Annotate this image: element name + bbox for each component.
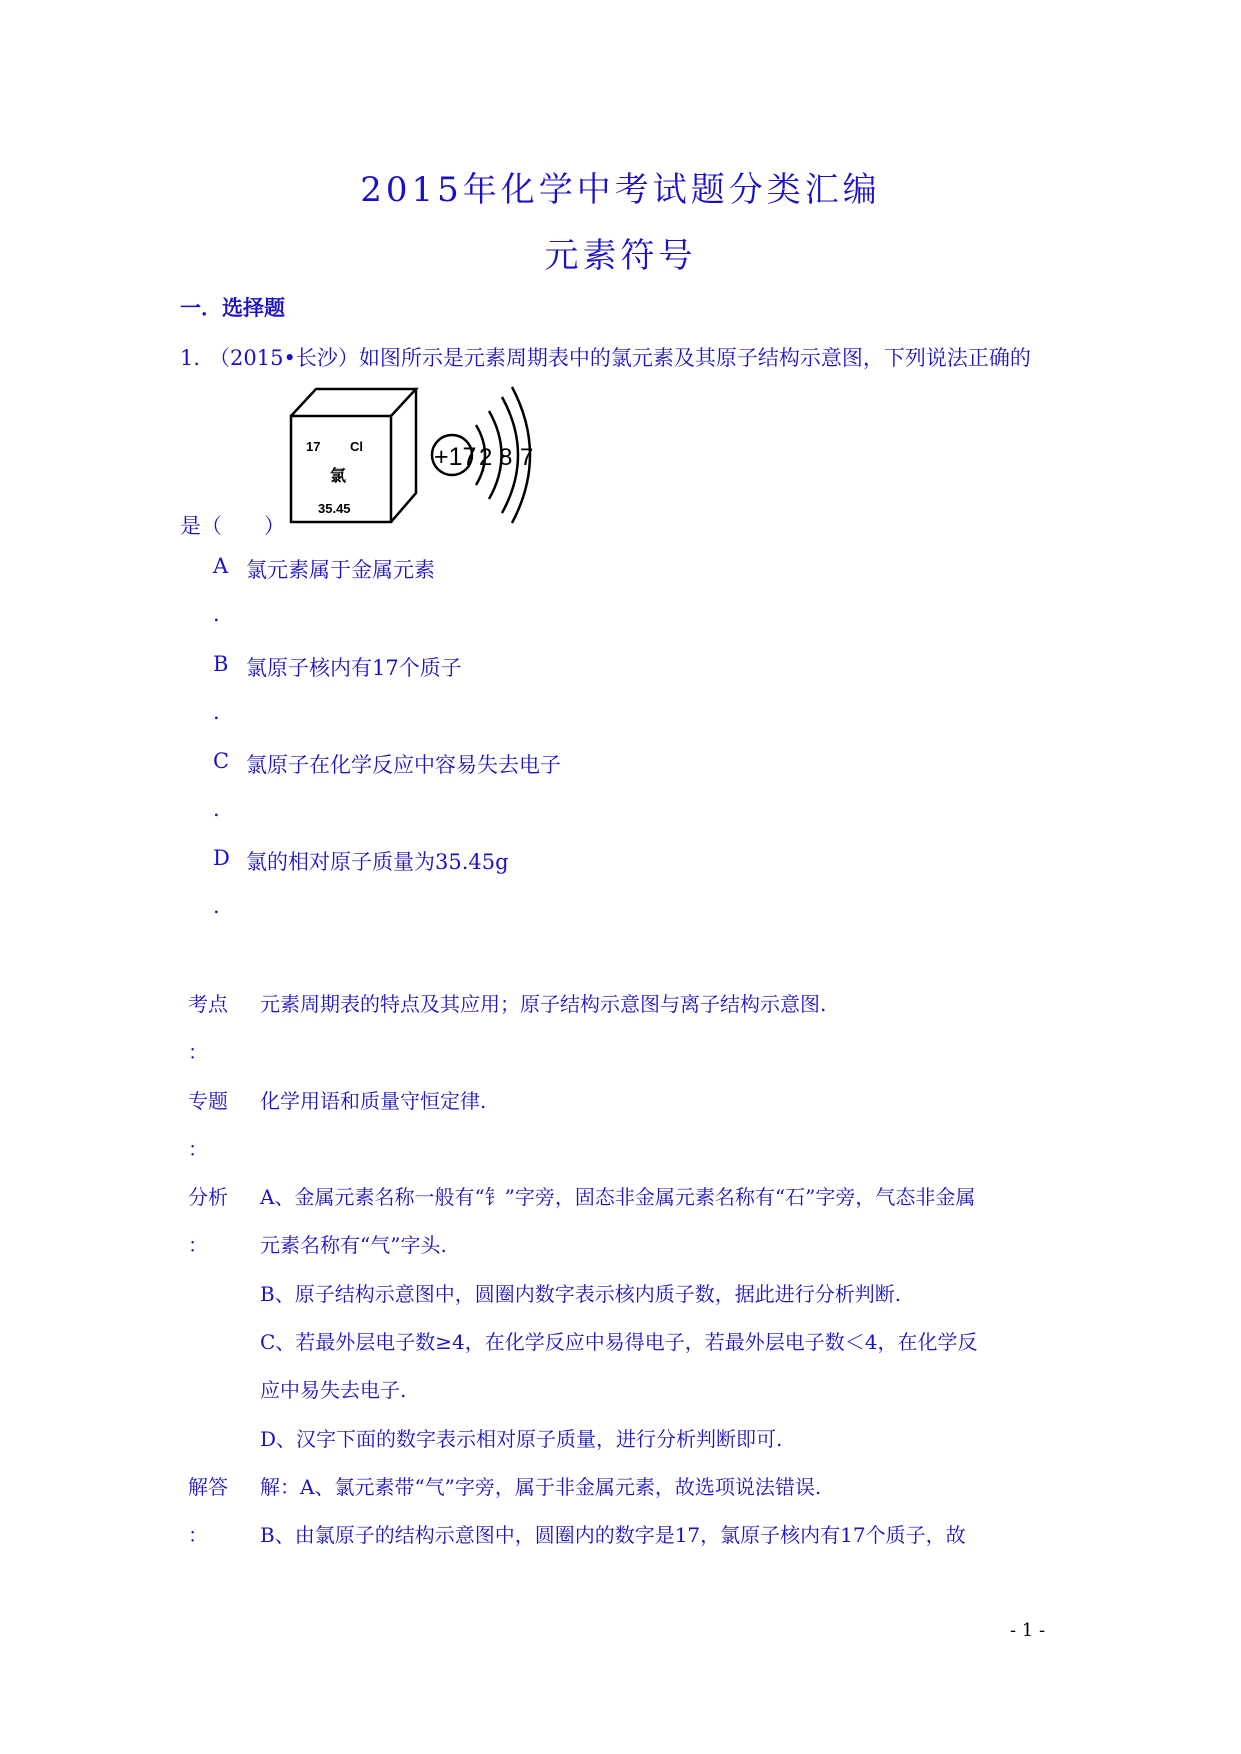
shell-3-electrons: 7	[520, 444, 534, 471]
element-symbol: Cl	[350, 439, 363, 454]
jieda-label: 解答	[188, 1475, 228, 1499]
nucleus-charge: +17	[434, 443, 477, 471]
option-a-dot: .	[213, 602, 220, 626]
fenxi-line-6: D、汉字下面的数字表示相对原子质量，进行分析判断即可.	[260, 1427, 783, 1451]
option-c-text: 氯原子在化学反应中容易失去电子	[246, 753, 561, 777]
chlorine-figure	[286, 381, 556, 529]
zhuanti-text: 化学用语和质量守恒定律.	[260, 1089, 487, 1113]
element-cell-cube	[291, 389, 416, 522]
kaodian-colon: ：	[188, 1040, 208, 1064]
jieda-line-2: B、由氯原子的结构示意图中，圆圈内的数字是17，氯原子核内有17个质子，故	[260, 1523, 966, 1547]
page-number: - 1 -	[1010, 1620, 1046, 1641]
fenxi-line-5: 应中易失去电子.	[260, 1378, 407, 1402]
option-b-letter: B	[213, 652, 229, 676]
option-b-text: 氯原子核内有17个质子	[246, 656, 462, 680]
page-subtitle: 元素符号	[544, 236, 697, 276]
fenxi-colon: ：	[188, 1233, 208, 1257]
jieda-colon: ：	[188, 1523, 208, 1547]
shell-2-electrons: 8	[499, 444, 513, 471]
zhuanti-label: 专题	[188, 1089, 228, 1113]
option-c-letter: C	[213, 749, 230, 773]
question-stem-line1: （2015•长沙）如图所示是元素周期表中的氯元素及其原子结构示意图，下列说法正确的	[209, 346, 1031, 370]
fenxi-line-2: 元素名称有“气”字头.	[260, 1233, 447, 1257]
option-c-dot: .	[213, 797, 220, 821]
jieda-line-1: 解：A、氯元素带“气”字旁，属于非金属元素，故选项说法错误.	[260, 1475, 822, 1499]
zhuanti-colon: ：	[188, 1137, 208, 1161]
kaodian-text: 元素周期表的特点及其应用；原子结构示意图与离子结构示意图.	[260, 992, 827, 1016]
fenxi-line-3: B、原子结构示意图中，圆圈内数字表示核内质子数，据此进行分析判断.	[260, 1282, 902, 1306]
section-heading: 一．选择题	[180, 296, 285, 320]
option-b-dot: .	[213, 700, 220, 724]
option-d-dot: .	[213, 894, 220, 918]
page-title: 2015年化学中考试题分类汇编	[360, 170, 881, 210]
chlorine-diagram	[286, 381, 556, 529]
element-name: 氯	[330, 466, 347, 485]
option-a-letter: A	[213, 554, 229, 578]
atomic-mass: 35.45	[318, 501, 351, 516]
fenxi-line-4: C、若最外层电子数≥4，在化学反应中易得电子，若最外层电子数＜4，在化学反	[260, 1330, 978, 1354]
fenxi-label: 分析	[188, 1185, 228, 1209]
shell-1-electrons: 2	[479, 444, 493, 471]
atomic-number: 17	[306, 439, 321, 454]
option-d-letter: D	[213, 846, 230, 870]
question-number: 1．	[180, 346, 215, 370]
question-stem-line2: 是（ ）	[180, 514, 285, 538]
kaodian-label: 考点	[188, 992, 228, 1016]
option-d-text: 氯的相对原子质量为35.45g	[246, 850, 509, 874]
option-a-text: 氯元素属于金属元素	[246, 558, 435, 582]
fenxi-line-1: A、金属元素名称一般有“钅”字旁，固态非金属元素名称有“石”字旁，气态非金属	[260, 1185, 976, 1209]
